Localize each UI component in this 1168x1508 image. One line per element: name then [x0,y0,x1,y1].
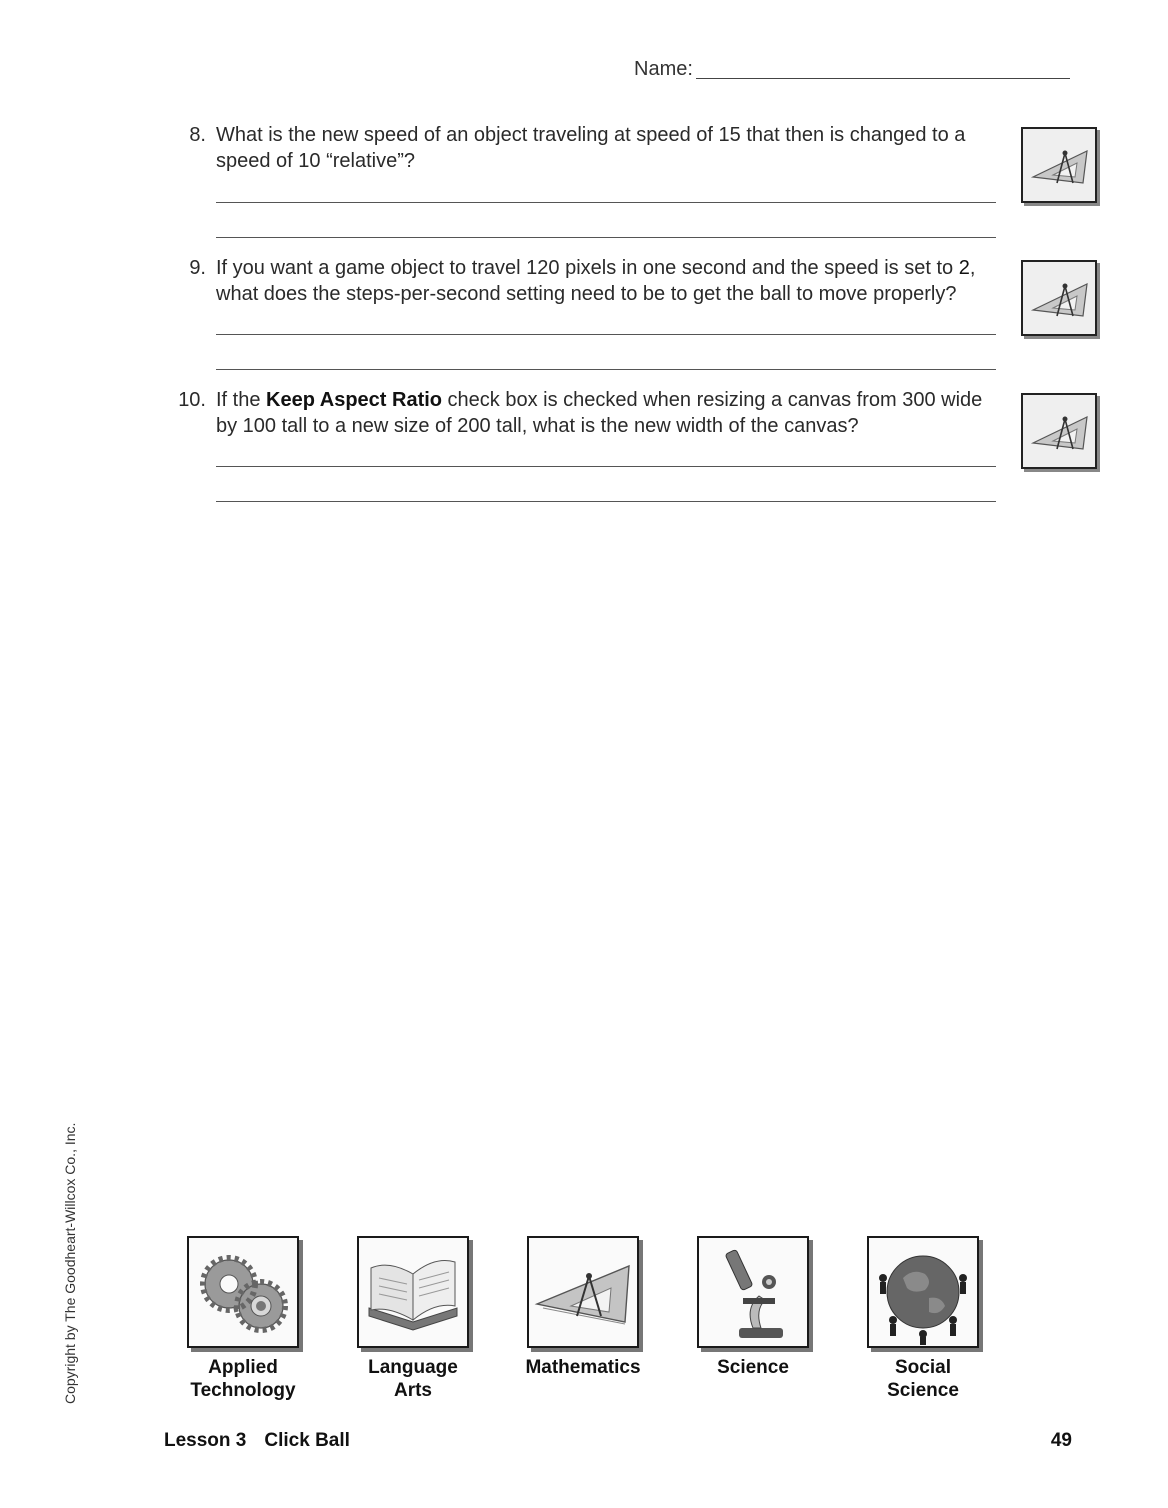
subject-label: Social Science [887,1357,959,1401]
set-square-compass-icon [1021,260,1097,336]
answer-line[interactable] [216,369,996,370]
question-number: 10. [178,389,206,411]
set-square-compass-icon [1021,127,1097,203]
question-text: If you want a game object to travel 120 pixels in one second and the speed is set to 2, what does the steps-per-second setting need to be to get the ball to move properly? [216,257,976,305]
microscope-icon [697,1236,809,1348]
answer-line[interactable] [216,501,996,502]
subject-mathematics [498,1236,668,1379]
footer-lesson: Lesson 3 Click Ball [164,1430,350,1451]
question-text: If the Keep Aspect Ratio check box is checked when resizing a canvas from 300 wide by 100 tall to a new size of 200 tall, what is the new width of the canvas? [216,389,983,437]
answer-line[interactable] [216,466,996,467]
subject-science [668,1236,838,1379]
globe-people-icon [867,1236,979,1348]
subject-label: Mathematics [525,1357,641,1378]
answer-line[interactable] [216,237,996,238]
set-square-compass-icon [527,1236,639,1348]
subject-label: Language Arts [368,1357,458,1401]
subject-language-arts [328,1236,498,1402]
gears-icon [187,1236,299,1348]
open-book-icon [357,1236,469,1348]
question-number: 9. [189,257,206,279]
set-square-compass-icon [1021,393,1097,469]
subject-label: Applied Technology [190,1357,296,1401]
subject-applied-technology [158,1236,328,1402]
name-line[interactable] [696,78,1070,79]
question-text: What is the new speed of an object traveling at speed of 15 that then is changed to a speed of 10 “relative”? [216,124,966,172]
copyright-notice: Copyright by The Goodheart-Willcox Co., Inc. [62,1122,78,1404]
subject-label: Science [717,1357,789,1378]
page-number: 49 [1050,1430,1072,1451]
answer-line[interactable] [216,202,996,203]
question-number: 8. [189,124,206,146]
answer-line[interactable] [216,334,996,335]
name-label: Name: [634,58,693,80]
subject-social-science [838,1236,1008,1402]
